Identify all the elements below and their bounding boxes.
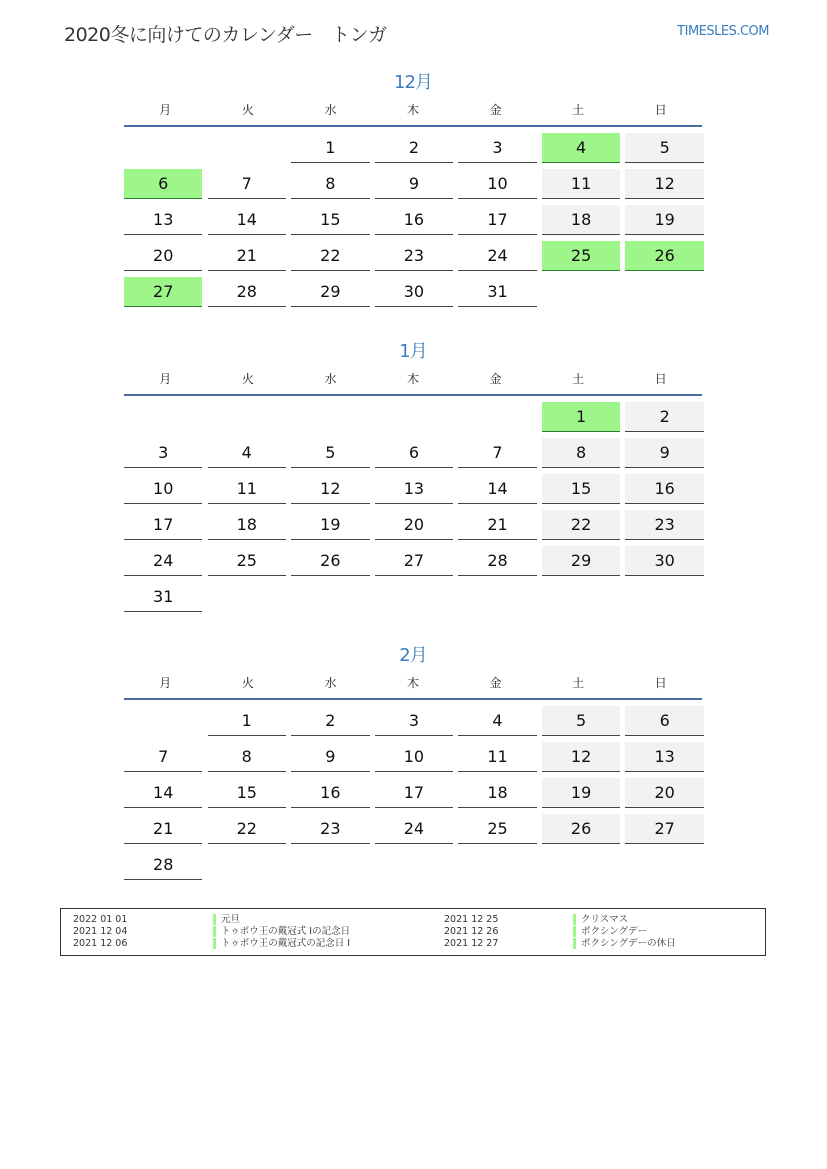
month-title: 2月 (399, 645, 427, 666)
day-grid (124, 706, 702, 880)
day-cell: 2 (625, 402, 703, 432)
legend-date: 2022 01 01 (73, 914, 128, 925)
weekday-label: 水 (324, 103, 337, 117)
day-cell: 16 (291, 778, 369, 808)
legend-holiday (573, 926, 647, 938)
day-cell: 20 (124, 241, 202, 271)
day-cell: 16 (375, 205, 453, 235)
weekday-label: 日 (654, 103, 667, 117)
day-cell: 2 (375, 133, 453, 163)
day-cell: 23 (625, 510, 703, 540)
day-cell: 12 (625, 169, 703, 199)
weekday-label: 火 (241, 676, 254, 690)
day-cell: 21 (124, 814, 202, 844)
empty-cell (291, 402, 369, 432)
day-cell: 19 (625, 205, 703, 235)
day-cell: 20 (625, 778, 703, 808)
holiday-marker-icon (213, 914, 216, 925)
day-cell: 22 (291, 241, 369, 271)
weekday-header (124, 675, 702, 700)
page-title: 2020冬に向けてのカレンダー トンガ (64, 24, 387, 46)
holiday-marker-icon (573, 914, 576, 925)
day-cell: 9 (291, 742, 369, 772)
legend-holiday-name: クリスマス (581, 914, 629, 925)
day-cell: 5 (542, 706, 620, 736)
day-cell: 5 (291, 438, 369, 468)
day-cell: 25 (208, 546, 286, 576)
weekday-label: 火 (241, 103, 254, 117)
day-cell: 14 (458, 474, 536, 504)
day-cell: 23 (375, 241, 453, 271)
day-cell: 23 (291, 814, 369, 844)
empty-cell (458, 402, 536, 432)
legend-holiday-name: トゥポウ王の戴冠式の記念日 I (221, 938, 351, 949)
day-cell: 1 (291, 133, 369, 163)
day-cell: 27 (625, 814, 703, 844)
day-cell: 16 (625, 474, 703, 504)
day-cell: 13 (375, 474, 453, 504)
day-cell: 18 (208, 510, 286, 540)
day-cell: 12 (291, 474, 369, 504)
legend-holiday-name: ボクシングデー (581, 926, 648, 937)
day-cell: 18 (542, 205, 620, 235)
weekday-label: 金 (489, 372, 502, 386)
empty-cell (375, 402, 453, 432)
holiday-marker-icon (213, 926, 216, 937)
legend-date: 2021 12 27 (444, 938, 499, 949)
empty-cell (124, 133, 202, 163)
day-cell: 17 (458, 205, 536, 235)
holiday-day-cell: 6 (124, 169, 202, 199)
day-cell: 4 (208, 438, 286, 468)
day-cell: 10 (375, 742, 453, 772)
day-cell: 8 (291, 169, 369, 199)
day-cell: 6 (375, 438, 453, 468)
legend-date: 2021 12 04 (73, 926, 128, 937)
legend-holiday (213, 926, 350, 938)
month-1 (124, 68, 702, 307)
day-cell: 6 (625, 706, 703, 736)
day-cell: 26 (542, 814, 620, 844)
day-cell: 21 (458, 510, 536, 540)
day-cell: 19 (291, 510, 369, 540)
day-cell: 14 (208, 205, 286, 235)
month-title: 12月 (394, 72, 432, 93)
day-cell: 28 (208, 277, 286, 307)
day-cell: 9 (375, 169, 453, 199)
legend-date: 2021 12 06 (73, 938, 128, 949)
day-cell: 5 (625, 133, 703, 163)
day-cell: 2 (291, 706, 369, 736)
weekday-label: 土 (572, 372, 585, 386)
weekday-label: 月 (159, 103, 172, 117)
day-cell: 15 (208, 778, 286, 808)
day-cell: 11 (208, 474, 286, 504)
day-cell: 24 (124, 546, 202, 576)
weekday-label: 水 (324, 372, 337, 386)
holiday-marker-icon (573, 938, 576, 949)
day-cell: 28 (124, 850, 202, 880)
day-cell: 31 (124, 582, 202, 612)
weekday-label: 木 (407, 372, 420, 386)
day-cell: 20 (375, 510, 453, 540)
day-cell: 17 (124, 510, 202, 540)
holiday-day-cell: 25 (542, 241, 620, 271)
legend-holiday (213, 938, 350, 950)
day-cell: 8 (542, 438, 620, 468)
day-cell: 30 (375, 277, 453, 307)
month-title: 1月 (399, 341, 427, 362)
weekday-label: 日 (654, 372, 667, 386)
legend-holiday-name: トゥポウ王の戴冠式 Iの記念日 (221, 926, 351, 937)
legend-date: 2021 12 26 (444, 926, 499, 937)
weekday-header (124, 371, 702, 396)
day-cell: 10 (124, 474, 202, 504)
month-3 (124, 641, 702, 880)
weekday-label: 木 (407, 676, 420, 690)
day-cell: 3 (124, 438, 202, 468)
day-cell: 17 (375, 778, 453, 808)
day-cell: 11 (458, 742, 536, 772)
site-link[interactable]: TIMESLES.COM (677, 24, 769, 39)
weekday-label: 水 (324, 676, 337, 690)
weekday-label: 土 (572, 103, 585, 117)
day-cell: 8 (208, 742, 286, 772)
weekday-label: 月 (159, 372, 172, 386)
day-cell: 18 (458, 778, 536, 808)
holiday-day-cell: 27 (124, 277, 202, 307)
day-cell: 30 (625, 546, 703, 576)
day-cell: 25 (458, 814, 536, 844)
weekday-label: 土 (572, 676, 585, 690)
day-cell: 10 (458, 169, 536, 199)
day-cell: 12 (542, 742, 620, 772)
holiday-marker-icon (213, 938, 216, 949)
empty-cell (124, 706, 202, 736)
weekday-label: 日 (654, 676, 667, 690)
day-cell: 27 (375, 546, 453, 576)
holiday-legend (60, 908, 766, 956)
month-2 (124, 337, 702, 612)
holiday-day-cell: 4 (542, 133, 620, 163)
day-cell: 11 (542, 169, 620, 199)
day-cell: 7 (208, 169, 286, 199)
day-cell: 3 (375, 706, 453, 736)
day-cell: 31 (458, 277, 536, 307)
holiday-marker-icon (573, 926, 576, 937)
day-cell: 4 (458, 706, 536, 736)
weekday-label: 金 (489, 103, 502, 117)
day-cell: 7 (458, 438, 536, 468)
day-cell: 21 (208, 241, 286, 271)
weekday-label: 月 (159, 676, 172, 690)
day-cell: 1 (208, 706, 286, 736)
day-cell: 19 (542, 778, 620, 808)
day-cell: 13 (625, 742, 703, 772)
weekday-label: 金 (489, 676, 502, 690)
empty-cell (124, 402, 202, 432)
day-cell: 24 (458, 241, 536, 271)
day-cell: 14 (124, 778, 202, 808)
weekday-label: 火 (241, 372, 254, 386)
legend-holiday (213, 914, 240, 926)
holiday-day-cell: 1 (542, 402, 620, 432)
day-cell: 22 (208, 814, 286, 844)
day-cell: 29 (291, 277, 369, 307)
day-cell: 13 (124, 205, 202, 235)
day-cell: 26 (291, 546, 369, 576)
day-cell: 15 (542, 474, 620, 504)
day-cell: 29 (542, 546, 620, 576)
legend-holiday (573, 938, 676, 950)
day-cell: 22 (542, 510, 620, 540)
day-cell: 3 (458, 133, 536, 163)
day-cell: 28 (458, 546, 536, 576)
legend-holiday-name: ボクシングデーの休日 (581, 938, 676, 949)
legend-date: 2021 12 25 (444, 914, 499, 925)
empty-cell (208, 402, 286, 432)
day-cell: 15 (291, 205, 369, 235)
legend-holiday-name: 元旦 (221, 914, 241, 925)
day-grid (124, 133, 702, 307)
empty-cell (208, 133, 286, 163)
weekday-label: 木 (407, 103, 420, 117)
day-cell: 9 (625, 438, 703, 468)
holiday-day-cell: 26 (625, 241, 703, 271)
legend-holiday (573, 914, 628, 926)
day-grid (124, 402, 702, 612)
day-cell: 7 (124, 742, 202, 772)
weekday-header (124, 102, 702, 127)
day-cell: 24 (375, 814, 453, 844)
